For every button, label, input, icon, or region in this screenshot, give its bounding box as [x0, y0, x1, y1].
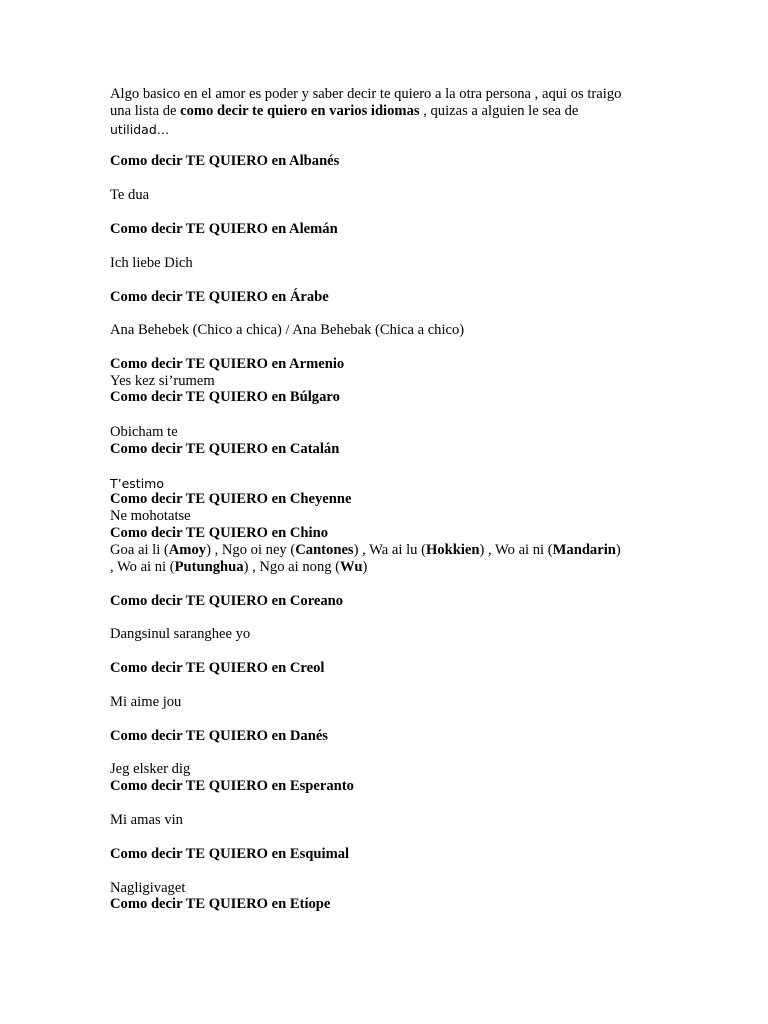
heading-arabe: Como decir TE QUIERO en Árabe — [110, 289, 329, 305]
heading-creol: Como decir TE QUIERO en Creol — [110, 660, 325, 676]
heading-aleman: Como decir TE QUIERO en Alemán — [110, 221, 338, 237]
intro-line-2 — [110, 103, 578, 120]
intro-bold-phrase: como decir te quiero en varios idiomas — [180, 103, 420, 119]
phrase-esquimal: Nagligivaget — [110, 880, 186, 896]
heading-chino: Como decir TE QUIERO en Chino — [110, 525, 328, 541]
phrase-bulgaro: Obicham te — [110, 424, 178, 440]
phrase-creol: Mi aime jou — [110, 694, 182, 710]
heading-catalan: Como decir TE QUIERO en Catalán — [110, 441, 340, 457]
dialect-wu: Wu — [340, 559, 363, 575]
phrase-catalan: T’estimo — [110, 476, 165, 491]
intro-line-2-end: , quizas a alguien le sea de — [419, 103, 579, 119]
phrase-aleman: Ich liebe Dich — [110, 255, 193, 271]
phrase-danes: Jeg elsker dig — [110, 761, 191, 777]
dialect-mandarin: Mandarin — [552, 542, 616, 558]
phrase-coreano: Dangsinul saranghee yo — [110, 626, 251, 642]
dialect-hokkien: Hokkien — [425, 542, 480, 558]
heading-albanes: Como decir TE QUIERO en Albanés — [110, 153, 340, 169]
heading-esquimal: Como decir TE QUIERO en Esquimal — [110, 846, 350, 862]
phrase-chino-line-2: , Wo ai ni (Putunghua) , Ngo ai nong (Wu) — [110, 559, 368, 575]
heading-coreano: Como decir TE QUIERO en Coreano — [110, 593, 344, 609]
heading-danes: Como decir TE QUIERO en Danés — [110, 728, 328, 744]
dialect-amoy: Amoy — [168, 542, 207, 558]
intro-line-3: utilidad… — [110, 122, 170, 137]
dialect-cantones: Cantones — [295, 542, 354, 558]
phrase-esperanto: Mi amas vin — [110, 812, 183, 828]
heading-esperanto: Como decir TE QUIERO en Esperanto — [110, 778, 354, 794]
phrase-chino-line-1: Goa ai li (Amoy) , Ngo oi ney (Cantones) , Wa ai lu (Hokkien) , Wo ai ni (Mandarin) — [110, 542, 621, 558]
phrase-albanes: Te dua — [110, 187, 150, 203]
intro-line-1: Algo basico en el amor es poder y saber decir te quiero a la otra persona , aqui os traigo — [110, 86, 622, 102]
dialect-putunghua: Putunghua — [174, 559, 244, 575]
phrase-armenio: Yes kez si’rumem — [110, 373, 215, 389]
heading-bulgaro: Como decir TE QUIERO en Búlgaro — [110, 389, 340, 405]
intro-line-2-start: una lista de — [110, 103, 181, 119]
phrase-cheyenne: Ne mohotatse — [110, 508, 191, 524]
heading-etiope: Como decir TE QUIERO en Etíope — [110, 896, 331, 912]
heading-cheyenne: Como decir TE QUIERO en Cheyenne — [110, 491, 352, 507]
heading-armenio: Como decir TE QUIERO en Armenio — [110, 356, 345, 372]
phrase-arabe: Ana Behebek (Chico a chica) / Ana Behebak (Chica a chico) — [110, 322, 465, 338]
